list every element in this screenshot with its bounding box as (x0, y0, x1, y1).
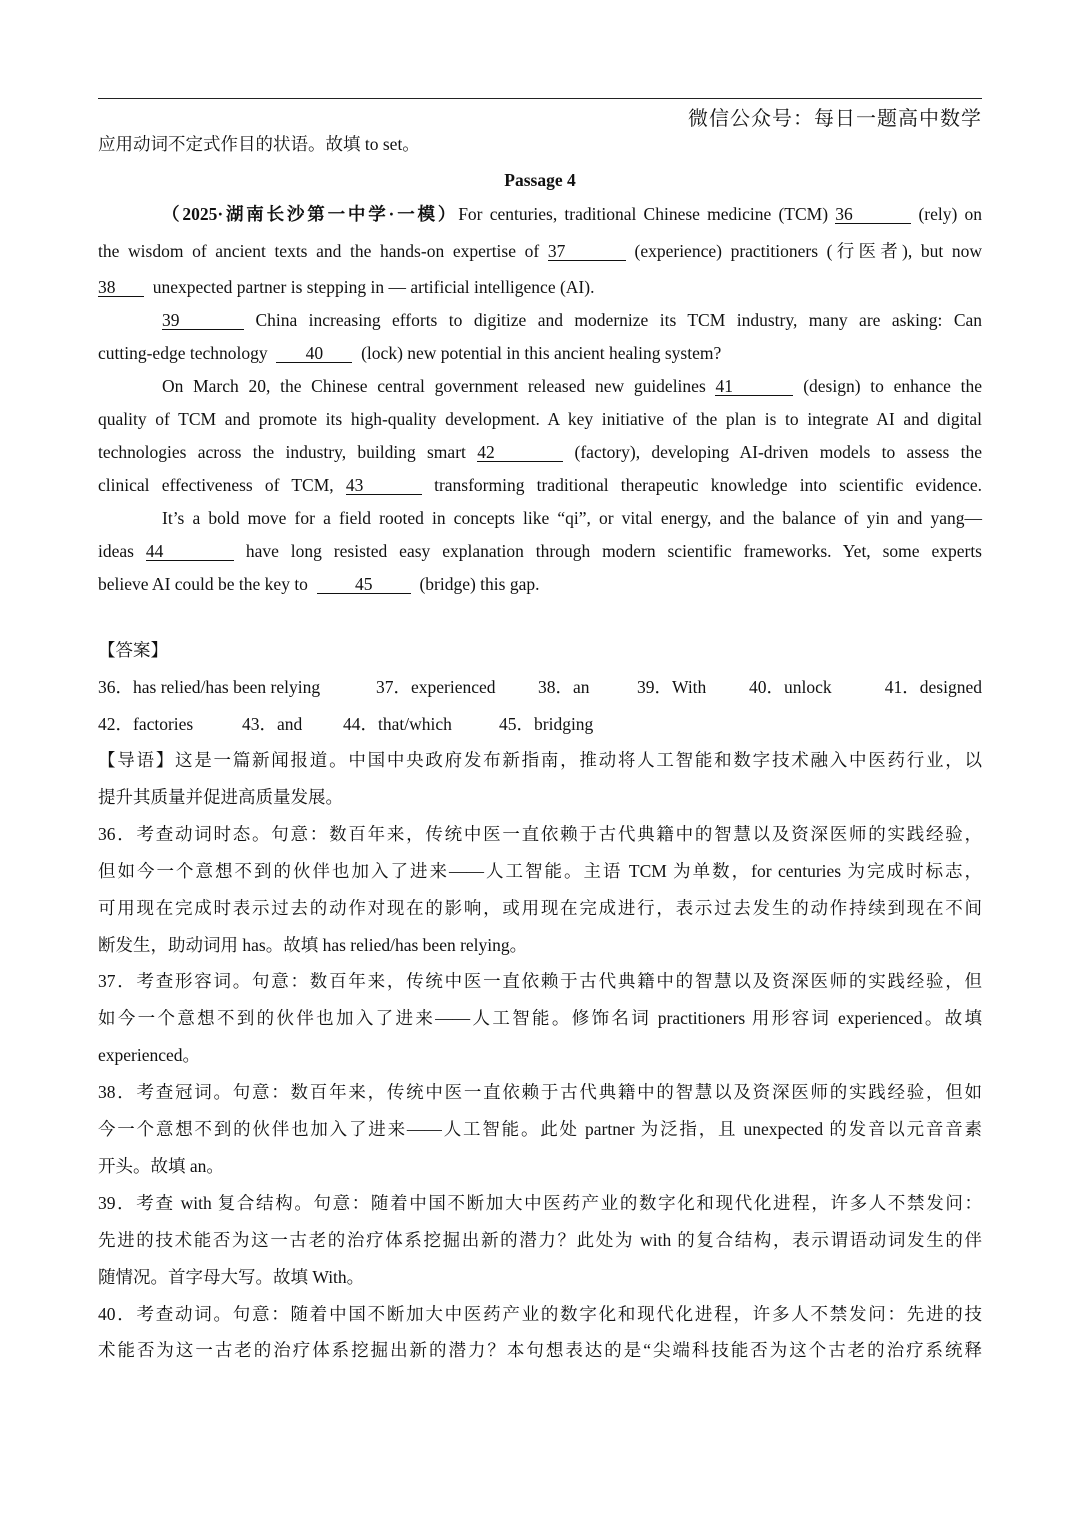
explanation-line: 先进的技术能否为这一古老的治疗体系挖掘出新的潜力？此处为 with 的复合结构，表示谓语动词发生的伴 (98, 1230, 982, 1250)
passage-p1-line1: （2025·湖南长沙第一中学·一模）For centuries, traditional Chinese medicine (TCM) 36 (rely) on (162, 204, 983, 224)
explanation-line: 开头。故填 an。 (98, 1156, 224, 1176)
blank-39: 39 (162, 311, 244, 330)
blank-42: 42 (477, 443, 563, 462)
answer-item: 43．and (242, 714, 303, 734)
answer-heading: 【答案】 (98, 640, 168, 660)
explanation-line: 36．考查动词时态。句意：数百年来，传统中医一直依赖于古代典籍中的智慧以及资深医师的实践经验， (98, 824, 982, 844)
explanation-line: 今一个意想不到的伙伴也加入了进来——人工智能。此处 partner 为泛指，且 unexpected 的发音以元音音素 (98, 1119, 982, 1139)
explanation-line: 随情况。首字母大写。故填 With。 (98, 1267, 365, 1287)
explanation-line: 如今一个意想不到的伙伴也加入了进来——人工智能。修饰名词 practitioners 用形容词 experienced。故填 (98, 1008, 982, 1028)
passage-p3-line1: On March 20, the Chinese central government released new guidelines 41 (design) to enhance the (162, 376, 982, 396)
blank-41: 41 (715, 377, 793, 396)
blank-37: 37 (548, 242, 626, 261)
answer-item: 36．has relied/has been relying (98, 677, 321, 697)
explanation-line: experienced。 (98, 1045, 201, 1065)
explanation-line: 【导语】这是一篇新闻报道。中国中央政府发布新指南，推动将人工智能和数字技术融入中医药行业，以 (98, 750, 982, 770)
explanation-line: 提升其质量并促进高质量发展。 (98, 787, 343, 807)
explanation-line: 40．考查动词。句意：随着中国不断加大中医药产业的数字化和现代化进程，许多人不禁发问：先进的技 (98, 1304, 982, 1324)
passage-p3-line2: quality of TCM and promote its high-quality development. A key initiative of the plan is to integrate AI and digital (98, 409, 982, 429)
passage-p2-line1: 39 China increasing efforts to digitize and modernize its TCM industry, many are asking: Can (162, 310, 983, 330)
passage-p4-line1: It’s a bold move for a field rooted in concepts like “qi”, or vital energy, and the balance of yin and yang— (162, 508, 982, 528)
blank-38: 38 (98, 278, 144, 297)
passage-title: Passage 4 (504, 170, 576, 190)
answer-item: 39．With (637, 677, 707, 697)
blank-45: 45 (317, 575, 411, 594)
passage-p3-line3: technologies across the industry, building smart 42 (factory), developing AI-driven models to assess the (98, 442, 983, 462)
blank-36: 36 (835, 205, 911, 224)
explanation-line: 可用现在完成时表示过去的动作对现在的影响，或用现在完成进行，表示过去发生的动作持续到现在不间 (98, 898, 982, 918)
passage-p4-line2: ideas 44 have long resisted easy explanation through modern scientific frameworks. Yet, some experts (98, 541, 982, 561)
blank-40: 40 (276, 344, 352, 363)
explanation-line: 37．考查形容词。句意：数百年来，传统中医一直依赖于古代典籍中的智慧以及资深医师的实践经验，但 (98, 971, 982, 991)
answer-item: 44．that/which (343, 714, 452, 734)
intro-line: 应用动词不定式作目的状语。故填 to set。 (98, 134, 420, 154)
passage-p1-line3: 38 unexpected partner is stepping in — artificial intelligence (AI). (98, 277, 595, 297)
explanation-line: 但如今一个意想不到的伙伴也加入了进来——人工智能。主语 TCM 为单数，for centuries 为完成时标志， (98, 861, 982, 881)
answer-item: 41．designed (884, 677, 982, 697)
explanation-line: 术能否为这一古老的治疗体系挖掘出新的潜力？本句想表达的是“尖端科技能否为这个古老的治疗系统释 (98, 1340, 982, 1360)
header-title: 微信公众号：每日一题高中数学 (688, 106, 982, 130)
explanation-line: 断发生，助动词用 has。故填 has relied/has been relying。 (98, 935, 528, 955)
passage-p2-line2: cutting-edge technology 40 (lock) new potential in this ancient healing system? (98, 343, 722, 363)
blank-43: 43 (346, 476, 422, 495)
blank-44: 44 (146, 542, 234, 561)
passage-p3-line4: clinical effectiveness of TCM, 43 transforming traditional therapeutic knowledge into scientific evidence. (98, 475, 983, 495)
answer-item: 42．factories (98, 714, 194, 734)
answer-item: 40．unlock (749, 677, 832, 697)
explanation-line: 38．考查冠词。句意：数百年来，传统中医一直依赖于古代典籍中的智慧以及资深医师的实践经验，但如 (98, 1082, 982, 1102)
explanation-line: 39．考查 with 复合结构。句意：随着中国不断加大中医药产业的数字化和现代化进程，许多人不禁发问： (98, 1193, 982, 1213)
answer-item: 45．bridging (499, 714, 594, 734)
header-rule (98, 98, 982, 99)
answer-item: 38．an (538, 677, 590, 697)
passage-source: （2025·湖南长沙第一中学·一模） (162, 204, 459, 224)
passage-p1-line2: the wisdom of ancient texts and the hands-on expertise of 37 (experience) practitioners (行医者), but now (98, 241, 982, 261)
answer-item: 37．experienced (376, 677, 496, 697)
passage-p4-line3: believe AI could be the key to 45 (bridge) this gap. (98, 574, 540, 594)
